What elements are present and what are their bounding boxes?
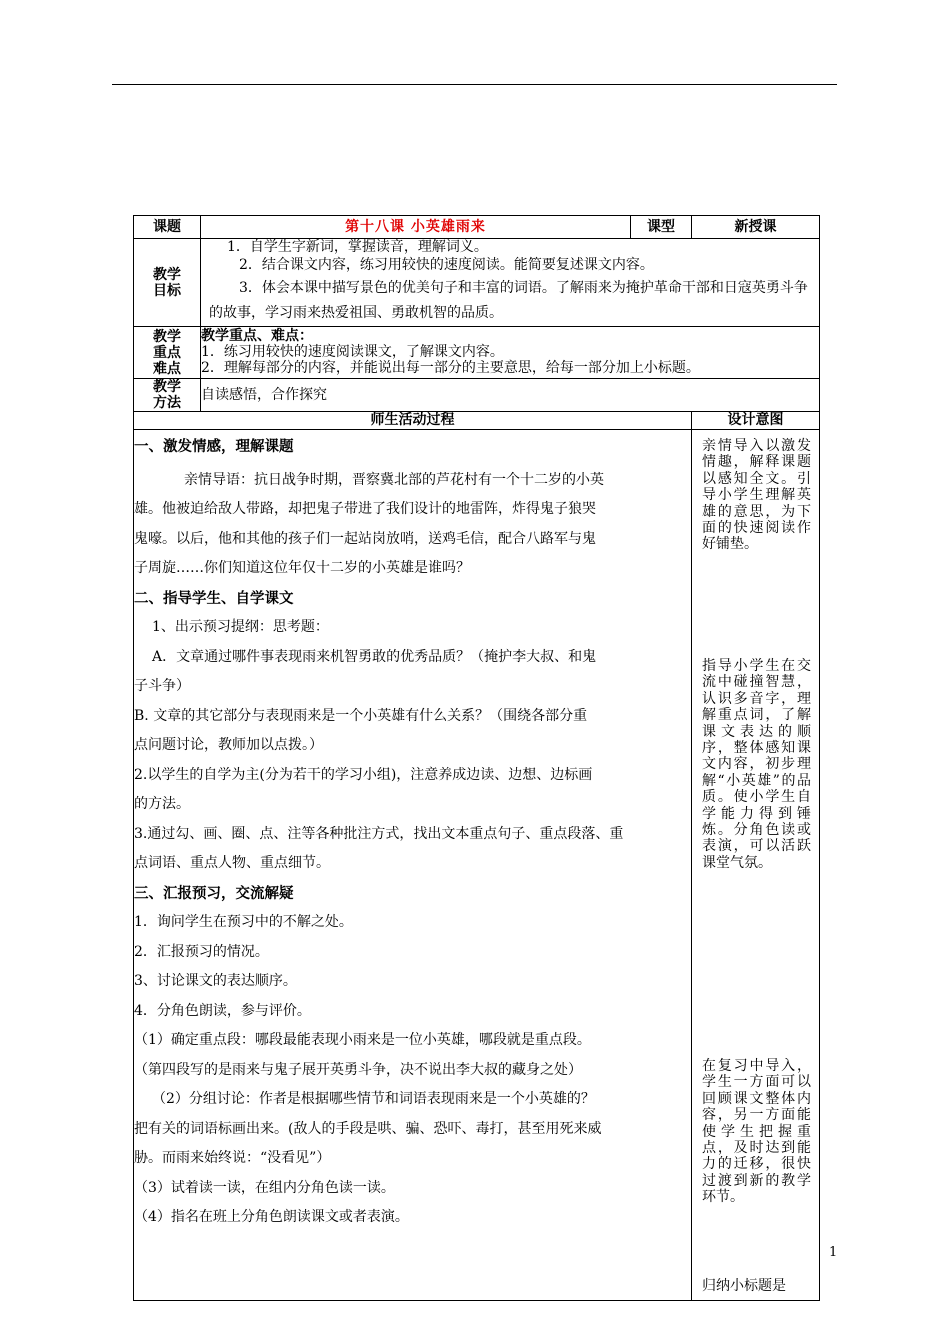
- process-line: 雄。他被迫给敌人带路，却把鬼子带进了我们设计的地雷阵，炸得鬼子狼哭: [134, 501, 596, 517]
- process-line: 把有关的词语标画出来。(敌人的手段是哄、骗、恐吓、毒打，甚至用死来威: [134, 1120, 602, 1137]
- process-content: [134, 430, 692, 1301]
- header-rule: [112, 84, 837, 85]
- topic-label: 课题: [134, 216, 201, 239]
- method-value: 自读感悟，合作探究: [201, 379, 820, 412]
- method-label: 教学 方法: [134, 379, 201, 412]
- process-line: A．文章通过哪件事表现雨来机智勇敢的优秀品质？（掩护李大叔、和鬼: [152, 648, 597, 665]
- process-header-row: [134, 412, 820, 430]
- goal-item: 1．自学生字新词，掌握读音，理解词义。: [227, 239, 488, 255]
- goals-row: [134, 239, 820, 327]
- process-line: 1．询问学生在预习中的不解之处。: [134, 914, 353, 930]
- goal-item: 3．体会本课中描写景色的优美句子和丰富的词语。了解雨来为掩护革命干部和日寇英勇斗争的故事，学习雨来热爱祖国、勇敢机智的品质。: [209, 280, 808, 321]
- process-line: （2）分组讨论：作者是根据哪些情节和词语表现雨来是一个小英雄的？: [152, 1091, 595, 1107]
- process-line: 的方法。: [134, 796, 190, 812]
- process-line: 子周旋……你们知道这位年仅十二岁的小英雄是谁吗？: [134, 560, 470, 576]
- intent-note: 亲情导入以激发情趣，解释课题以感知全文。引导小学生理解英雄的意思，为下面的快速阅读作好铺垫。: [702, 438, 811, 553]
- process-line: B. 文章的其它部分与表现雨来是一个小英雄有什么关系？（围绕各部分重: [134, 707, 588, 724]
- key-points-content: [201, 327, 820, 379]
- process-line: （1）确定重点段：哪段最能表现小雨来是一位小英雄，哪段就是重点段。: [134, 1032, 591, 1048]
- section-heading: 一、激发情感，理解课题: [134, 438, 294, 455]
- type-label: 课型: [631, 216, 692, 239]
- process-line: 2.以学生的自学为主(分为若干的学习小组)，注意养成边读、边想、边标画: [134, 766, 593, 783]
- goals-content: [201, 239, 820, 327]
- title-row: [134, 216, 820, 239]
- process-line: 鬼嚎。以后，他和其他的孩子们一起站岗放哨，送鸡毛信，配合八路军与鬼: [134, 530, 596, 547]
- intent-note: 归纳小标题是: [702, 1278, 786, 1294]
- process-line: 1、出示预习提纲：思考题：: [152, 619, 329, 635]
- process-line: 点问题讨论，教师加以点拨。）: [134, 737, 323, 753]
- process-line: 亲情导语：抗日战争时期，晋察冀北部的芦花村有一个十二岁的小英: [184, 471, 604, 488]
- type-value: 新授课: [692, 216, 820, 239]
- process-line: 3、讨论课文的表达顺序。: [134, 973, 297, 989]
- process-line: 3.通过勾、画、圈、点、注等各种批注方式，找出文本重点句子、重点段落、重: [134, 825, 624, 842]
- intent-note: 在复习中导入，学生一方面可以回顾课文整体内容，另一方面能使学生把握重点，及时达到能力的迁移，很快过渡到新的教学环节。: [702, 1058, 811, 1206]
- process-line: 点词语、重点人物、重点细节。: [134, 855, 330, 871]
- lesson-title: 第十八课 小英雄雨来: [201, 216, 631, 239]
- section-heading: 二、指导学生、自学课文: [134, 589, 294, 607]
- process-line: 2．汇报预习的情况。: [134, 943, 269, 960]
- method-row: [134, 379, 820, 412]
- lesson-plan-table: [133, 215, 820, 1301]
- intent-note: 指导小学生在交流中碰撞智慧，认识多音字，理解重点词，了解课文表达的顺序，整体感知课文内容，初步理解“小英雄”的品质。使小学生自学能力得到锤炼。分角色读或表演，可以活跃课堂气氛。: [702, 658, 811, 871]
- process-line: （第四段写的是雨来与鬼子展开英勇斗争，决不说出李大叔的藏身之处）: [134, 1061, 582, 1078]
- process-line: 4．分角色朗读，参与评价。: [134, 1002, 311, 1019]
- intent-column-title: 设计意图: [692, 412, 820, 430]
- goal-item: 2．结合课文内容，练习用较快的速度阅读。能简要复述课文内容。: [239, 257, 654, 273]
- section-heading: 三、汇报预习，交流解疑: [134, 884, 294, 902]
- key-points-row: [134, 327, 820, 379]
- process-body-row: [134, 430, 820, 1301]
- page-number: 1: [829, 1245, 838, 1260]
- key-point-item: 1．练习用较快的速度阅读课文，了解课文内容。: [201, 344, 504, 360]
- key-point-item: 2．理解每部分的内容，并能说出每一部分的主要意思，给每一部分加上小标题。: [201, 360, 700, 376]
- process-line: （4）指名在班上分角色朗读课文或者表演。: [134, 1209, 409, 1225]
- intent-content: [692, 430, 820, 1301]
- key-points-label: 教学 重点 难点: [134, 327, 201, 379]
- process-column-title: 师生活动过程: [134, 412, 692, 430]
- goals-label: 教学 目标: [134, 239, 201, 327]
- process-line: 子斗争）: [134, 678, 190, 694]
- process-line: （3）试着读一读，在组内分角色读一读。: [134, 1179, 395, 1196]
- key-points-heading: 教学重点、难点：: [201, 328, 313, 344]
- process-line: 胁。而雨来始终说：“没看见”）: [134, 1150, 331, 1166]
